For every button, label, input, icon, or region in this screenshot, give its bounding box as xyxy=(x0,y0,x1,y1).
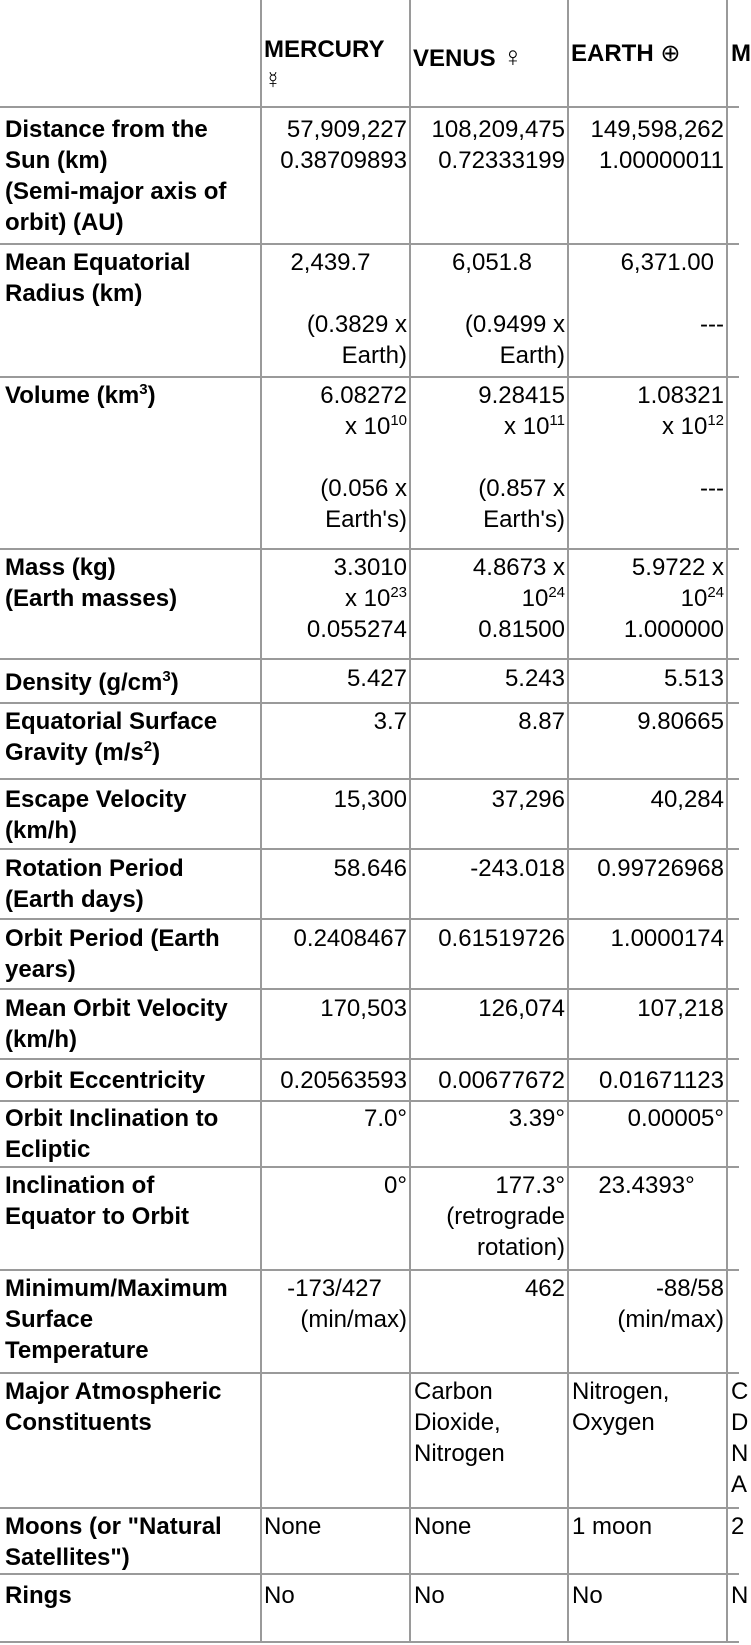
row-label-moons: Moons (or "Natural Satellites") xyxy=(5,1513,222,1571)
cell-venus-distance: 108,209,475 0.72333199 xyxy=(431,116,565,174)
row-label-orbit-eccentricity: Orbit Eccentricity xyxy=(5,1067,206,1094)
cell-mercury-surface-temperature: -173/427 (min/max) xyxy=(287,1275,407,1333)
cell-mercury-rings: No xyxy=(264,1582,295,1609)
column-header-mercury: MERCURY ☿ xyxy=(264,36,385,94)
cell-cut-rings: N xyxy=(731,1582,749,1609)
cell-venus-equator-inclination: 177.3° (retrograde rotation) xyxy=(446,1172,565,1261)
row-label-distance: Distance from the Sun (km) (Semi-major axis of orbit) (AU) xyxy=(5,116,227,236)
cell-mercury-orbit-inclination: 7.0° xyxy=(364,1105,407,1132)
cell-mercury-radius: 2,439.7 (0.3829 x Earth) xyxy=(290,249,407,369)
column-header-venus: VENUS ♀ xyxy=(413,41,524,72)
cell-mercury-gravity: 3.7 xyxy=(373,708,407,735)
cell-earth-density: 5.513 xyxy=(663,665,724,692)
cell-mercury-moons: None xyxy=(264,1513,322,1540)
cell-venus-volume: 9.28415 x $10^{11}$ (0.857 x Earth's) xyxy=(478,382,565,533)
cell-venus-rotation-period: -243.018 xyxy=(470,855,565,882)
cell-venus-escape-velocity: 37,296 xyxy=(491,786,565,813)
cell-earth-escape-velocity: 40,284 xyxy=(650,786,724,813)
row-label-rings: Rings xyxy=(5,1582,72,1609)
cell-earth-rotation-period: 0.99726968 xyxy=(597,855,724,882)
row-label-orbit-inclination: Orbit Inclination to Ecliptic xyxy=(5,1105,219,1163)
cell-mercury-distance: 57,909,227 0.38709893 xyxy=(280,116,407,174)
cell-mercury-rotation-period: 58.646 xyxy=(333,855,407,882)
row-label-atmosphere: Major Atmospheric Constituents xyxy=(5,1378,222,1436)
cell-earth-rings: No xyxy=(572,1582,603,1609)
cell-venus-atmosphere: Carbon Dioxide, Nitrogen xyxy=(414,1378,505,1467)
cell-venus-orbit-inclination: 3.39° xyxy=(508,1105,565,1132)
cell-earth-equator-inclination: 23.4393° xyxy=(598,1172,695,1199)
row-label-escape-velocity: Escape Velocity (km/h) xyxy=(5,786,187,844)
cell-earth-orbit-period: 1.0000174 xyxy=(610,925,724,952)
row-label-volume: Volume $(km^3)$ xyxy=(5,381,156,409)
cell-mercury-mass: 3.3010 x $10^{23}$ 0.055274 xyxy=(306,554,407,643)
cell-venus-orbit-period: 0.61519726 xyxy=(438,925,565,952)
row-label-radius: Mean Equatorial Radius (km) xyxy=(5,249,191,307)
cell-earth-orbit-inclination: 0.00005° xyxy=(627,1105,724,1132)
column-header-earth: EARTH ⊕ xyxy=(571,40,681,67)
cell-earth-gravity: 9.80665 xyxy=(637,708,724,735)
cell-mercury-orbit-velocity: 170,503 xyxy=(320,995,407,1022)
cell-cut-atmosphere: C D N A xyxy=(731,1378,749,1498)
cell-earth-orbit-velocity: 107,218 xyxy=(637,995,724,1022)
cell-venus-density: 5.243 xyxy=(504,665,565,692)
cell-cut-moons: 2 xyxy=(731,1513,745,1540)
cell-venus-rings: No xyxy=(414,1582,445,1609)
cell-venus-orbit-eccentricity: 0.00677672 xyxy=(438,1067,565,1094)
row-label-mass: Mass (kg) (Earth masses) xyxy=(5,554,178,612)
cell-venus-moons: None xyxy=(414,1513,472,1540)
cell-venus-radius: 6,051.8 (0.9499 x Earth) xyxy=(451,249,565,369)
cell-mercury-orbit-eccentricity: 0.20563593 xyxy=(280,1067,407,1094)
row-label-gravity: Equatorial Surface Gravity $(m/s^2)$ xyxy=(5,708,218,766)
row-label-orbit-period: Orbit Period (Earth years) xyxy=(5,925,220,983)
cell-mercury-orbit-period: 0.2408467 xyxy=(293,925,407,952)
column-header-cut: M xyxy=(731,40,751,67)
row-label-rotation-period: Rotation Period (Earth days) xyxy=(5,855,184,913)
row-label-density: Density $(g/cm^3)$ xyxy=(5,668,179,696)
row-label-orbit-velocity: Mean Orbit Velocity (km/h) xyxy=(5,995,228,1053)
cell-venus-orbit-velocity: 126,074 xyxy=(478,995,565,1022)
cell-earth-atmosphere: Nitrogen, Oxygen xyxy=(572,1378,670,1436)
row-label-surface-temperature: Minimum/Maximum Surface Temperature xyxy=(5,1275,228,1364)
cell-earth-radius: 6,371.00 --- xyxy=(620,249,724,338)
cell-earth-volume: 1.08321 x $10^{12}$ --- xyxy=(637,382,724,502)
cell-earth-distance: 149,598,262 1.00000011 xyxy=(590,116,724,174)
row-label-equator-inclination: Inclination of Equator to Orbit xyxy=(5,1172,189,1230)
cell-venus-mass: 4.8673 x $10^{24}$ 0.81500 xyxy=(472,554,565,643)
cell-mercury-equator-inclination: 0° xyxy=(384,1172,407,1199)
cell-mercury-volume: 6.08272 x $10^{10}$ (0.056 x Earth's) xyxy=(320,382,407,533)
cell-venus-surface-temperature: 462 xyxy=(524,1275,565,1302)
cell-earth-orbit-eccentricity: 0.01671123 xyxy=(598,1067,724,1094)
cell-mercury-density: 5.427 xyxy=(346,665,407,692)
cell-mercury-escape-velocity: 15,300 xyxy=(333,786,407,813)
cell-earth-moons: 1 moon xyxy=(572,1513,653,1540)
cell-earth-surface-temperature: -88/58 (min/max) xyxy=(617,1275,724,1333)
cell-venus-gravity: 8.87 xyxy=(518,708,565,735)
cell-earth-mass: 5.9722 x $10^{24}$ 1.000000 xyxy=(623,554,724,643)
